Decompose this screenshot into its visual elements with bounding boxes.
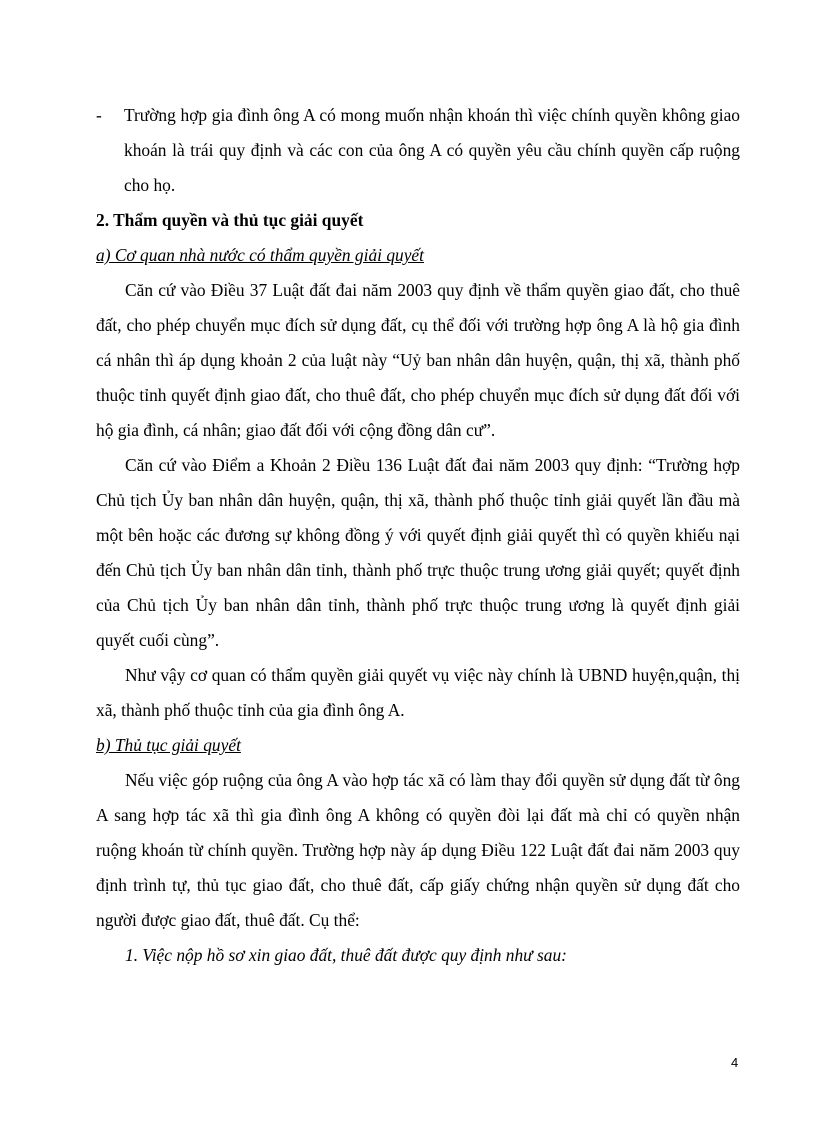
bullet-paragraph (96, 98, 740, 203)
bullet-dash: - (96, 105, 102, 125)
paragraph-2: Căn cứ vào Điểm a Khoản 2 Điều 136 Luật đất đai năm 2003 quy định: “Trường hợp Chủ tịch Ủy ban nhân dân huyện, quận, thị xã, thành phố thuộc tỉnh giải quyết lần đầu mà một bên hoặc các đương sự không đồng ý với quyết định giải quyết thì có quyền khiếu nại đến Chủ tịch Ủy ban nhân dân tỉnh, thành phố trực thuộc trung ương giải quyết; quyết định của Chủ tịch Ủy ban nhân dân tỉnh, thành phố trực thuộc trung ương là quyết định giải quyết cuối cùng”. (96, 455, 740, 650)
section-heading-2: 2. Thẩm quyền và thủ tục giải quyết (96, 210, 364, 230)
bullet-text: Trường hợp gia đình ông A có mong muốn nhận khoán thì việc chính quyền không giao khoán là trái quy định và các con của ông A có quyền yêu cầu chính quyền cấp ruộng cho họ. (124, 105, 740, 195)
paragraph-3: Như vậy cơ quan có thẩm quyền giải quyết vụ việc này chính là UBND huyện,quận, thị xã, thành phố thuộc tỉnh của gia đình ông A. (96, 665, 740, 720)
paragraph-4: Nếu việc góp ruộng của ông A vào hợp tác xã có làm thay đổi quyền sử dụng đất từ ông A sang hợp tác xã thì gia đình ông A không có quyền đòi lại đất mà chỉ có quyền nhận ruộng khoán từ chính quyền. Trường hợp này áp dụng Điều 122 Luật đất đai năm 2003 quy định trình tự, thủ tục giao đất, cho thuê đất, cấp giấy chứng nhận quyền sử dụng đất cho người được giao đất, thuê đất. Cụ thể: (96, 770, 740, 930)
numbered-item-1: 1. Việc nộp hồ sơ xin giao đất, thuê đất được quy định như sau: (125, 945, 567, 965)
document-page (96, 98, 740, 973)
page-number: 4 (731, 1055, 739, 1070)
subheading-b: b) Thủ tục giải quyết (96, 735, 241, 755)
subheading-a: a) Cơ quan nhà nước có thẩm quyền giải quyết (96, 245, 424, 265)
paragraph-1: Căn cứ vào Điều 37 Luật đất đai năm 2003 quy định về thẩm quyền giao đất, cho thuê đất, cho phép chuyển mục đích sử dụng đất, cụ thể đối với trường hợp ông A là hộ gia đình cá nhân thì áp dụng khoản 2 của luật này “Uỷ ban nhân dân huyện, quận, thị xã, thành phố thuộc tỉnh quyết định giao đất, cho thuê đất, cho phép chuyển mục đích sử dụng đất đối với hộ gia đình, cá nhân; giao đất đối với cộng đồng dân cư”. (96, 280, 740, 440)
